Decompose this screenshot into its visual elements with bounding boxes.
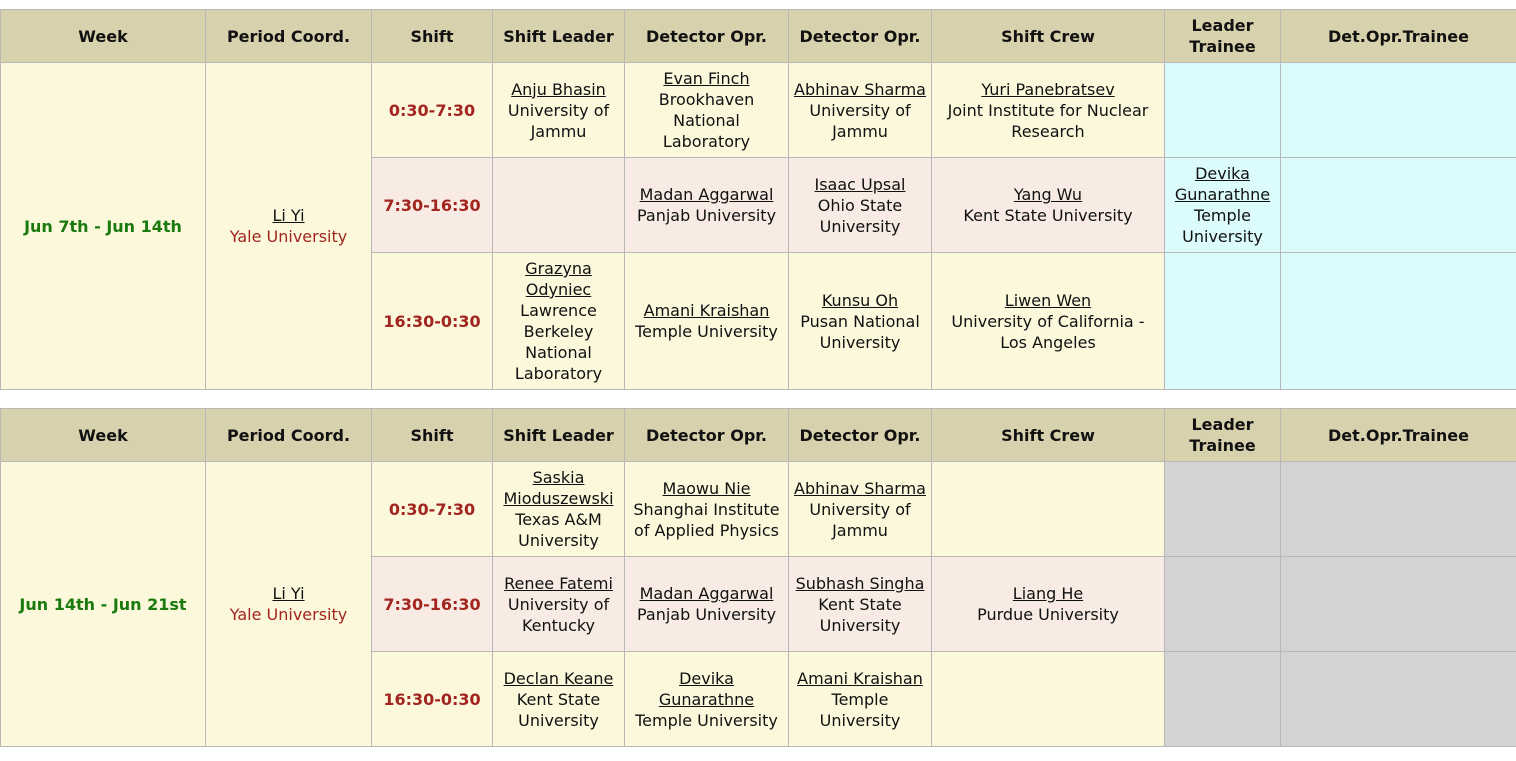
- person-link[interactable]: Maowu Nie: [662, 478, 751, 498]
- person-link[interactable]: Madan Aggarwal: [639, 185, 774, 204]
- institution: Panjab University: [636, 206, 777, 225]
- person-link[interactable]: Yuri Panebratsev: [981, 79, 1115, 99]
- institution: Temple University: [635, 710, 778, 730]
- person-link[interactable]: Liwen Wen: [1004, 290, 1092, 310]
- leader-trainee-cell: [1165, 253, 1281, 390]
- table-row: [1, 462, 1516, 557]
- person-link[interactable]: Madan Aggarwal: [639, 584, 774, 603]
- institution: Temple University: [819, 689, 901, 730]
- person-link[interactable]: Renee Fatemi: [504, 573, 613, 593]
- col-header-week: Week: [1, 10, 206, 63]
- institution: University of California - Los Angeles: [951, 311, 1145, 352]
- institution: University of Kentucky: [507, 594, 610, 635]
- col-header-detector-opr-1: Detector Opr.: [625, 409, 789, 462]
- leader-trainee-cell: [1165, 557, 1281, 652]
- institution: Ohio State University: [817, 195, 903, 236]
- det-opr-trainee-cell: [1281, 652, 1516, 747]
- col-header-det-opr-trainee: Det.Opr.Trainee: [1281, 409, 1516, 462]
- person-link[interactable]: Liang He: [1012, 584, 1084, 603]
- detector-opr-cell: [625, 462, 789, 557]
- institution: Texas A&M University: [515, 510, 602, 550]
- person-link[interactable]: Amani Kraishan: [797, 668, 923, 688]
- detector-opr-cell: [789, 462, 932, 557]
- person-link[interactable]: Subhash Singha: [795, 573, 925, 593]
- person-link[interactable]: Amani Kraishan: [643, 301, 770, 320]
- week-table-1: [0, 9, 1516, 390]
- shift-leader-cell: [493, 557, 625, 652]
- col-header-period-coord: Period Coord.: [206, 10, 372, 63]
- shift-time: 0:30-7:30: [372, 63, 493, 158]
- institution: Temple University: [1182, 206, 1263, 246]
- institution: Panjab University: [636, 605, 777, 624]
- institution: Purdue University: [977, 605, 1119, 624]
- institution: Pusan National University: [800, 311, 920, 352]
- institution: Kent State University: [516, 689, 601, 730]
- detector-opr-cell: [789, 557, 932, 652]
- detector-opr-cell: [789, 63, 932, 158]
- shift-crew-cell: [932, 158, 1165, 253]
- det-opr-trainee-cell: [1281, 253, 1516, 390]
- shift-leader-cell: [493, 63, 625, 158]
- person-link[interactable]: Kunsu Oh: [821, 290, 899, 310]
- col-header-shift-leader: Shift Leader: [493, 409, 625, 462]
- institution: Lawrence Berkeley National Laboratory: [514, 301, 603, 383]
- col-header-shift: Shift: [372, 10, 493, 63]
- detector-opr-cell: [789, 253, 932, 390]
- institution: Joint Institute for Nuclear Research: [947, 100, 1149, 141]
- det-opr-trainee-cell: [1281, 462, 1516, 557]
- col-header-leader-trainee: Leader Trainee: [1165, 10, 1281, 63]
- person-link[interactable]: Declan Keane: [503, 668, 614, 688]
- col-header-detector-opr-2: Detector Opr.: [789, 409, 932, 462]
- institution: Kent State University: [818, 594, 902, 635]
- shift-crew-cell: [932, 557, 1165, 652]
- shift-crew-cell: [932, 253, 1165, 390]
- detector-opr-cell: [625, 557, 789, 652]
- week-table-2: [0, 408, 1516, 747]
- institution: Temple University: [635, 322, 778, 341]
- shift-crew-cell: [932, 462, 1165, 557]
- col-header-det-opr-trainee: Det.Opr.Trainee: [1281, 10, 1516, 63]
- col-header-shift: Shift: [372, 409, 493, 462]
- shift-leader-cell: [493, 253, 625, 390]
- col-header-period-coord: Period Coord.: [206, 409, 372, 462]
- col-header-leader-trainee: Leader Trainee: [1165, 409, 1281, 462]
- col-header-shift-leader: Shift Leader: [493, 10, 625, 63]
- shift-time: 16:30-0:30: [372, 253, 493, 390]
- period-coordinator: [206, 462, 372, 747]
- table-row: [1, 63, 1516, 158]
- leader-trainee-cell: [1165, 63, 1281, 158]
- det-opr-trainee-cell: [1281, 158, 1516, 253]
- det-opr-trainee-cell: [1281, 557, 1516, 652]
- detector-opr-cell: [789, 158, 932, 253]
- institution: Yale University: [229, 605, 348, 624]
- leader-trainee-cell: [1165, 158, 1281, 253]
- institution: Yale University: [229, 227, 348, 246]
- institution: Shanghai Institute of Applied Physics: [633, 499, 780, 540]
- person-link[interactable]: Devika Gunarathne: [658, 668, 755, 709]
- detector-opr-cell: [625, 63, 789, 158]
- shift-leader-cell: [493, 158, 625, 253]
- institution: Kent State University: [963, 206, 1133, 225]
- shift-time: 0:30-7:30: [372, 462, 493, 557]
- col-header-week: Week: [1, 409, 206, 462]
- person-link[interactable]: Evan Finch: [663, 69, 750, 88]
- header-row: [1, 10, 1516, 63]
- shift-leader-cell: [493, 462, 625, 557]
- detector-opr-cell: [625, 652, 789, 747]
- shift-time: 7:30-16:30: [372, 557, 493, 652]
- detector-opr-cell: [789, 652, 932, 747]
- person-link[interactable]: Isaac Upsal: [814, 174, 906, 194]
- person-link[interactable]: Abhinav Sharma: [794, 478, 926, 498]
- col-header-shift-crew: Shift Crew: [932, 10, 1165, 63]
- det-opr-trainee-cell: [1281, 63, 1516, 158]
- shift-time: 7:30-16:30: [372, 158, 493, 253]
- shift-crew-cell: [932, 652, 1165, 747]
- person-link[interactable]: Grazyna Odyniec: [525, 259, 592, 299]
- institution: Brookhaven National Laboratory: [658, 90, 755, 151]
- person-link[interactable]: Anju Bhasin: [511, 79, 606, 99]
- shift-time: 16:30-0:30: [372, 652, 493, 747]
- person-link[interactable]: Devika Gunarathne: [1174, 164, 1271, 204]
- person-link[interactable]: Abhinav Sharma: [794, 79, 926, 99]
- person-link[interactable]: Saskia Mioduszewski: [503, 468, 614, 508]
- person-link[interactable]: Yang Wu: [1013, 185, 1083, 204]
- leader-trainee-cell: [1165, 652, 1281, 747]
- institution: University of Jammu: [809, 499, 911, 540]
- leader-trainee-cell: [1165, 462, 1281, 557]
- detector-opr-cell: [625, 253, 789, 390]
- person-link[interactable]: Li Yi: [272, 206, 305, 225]
- shift-leader-cell: [493, 652, 625, 747]
- shift-crew-cell: [932, 63, 1165, 158]
- person-link[interactable]: Li Yi: [272, 584, 305, 603]
- institution: University of Jammu: [507, 100, 610, 141]
- week-range: Jun 14th - Jun 21st: [1, 462, 206, 747]
- col-header-shift-crew: Shift Crew: [932, 409, 1165, 462]
- col-header-detector-opr-2: Detector Opr.: [789, 10, 932, 63]
- institution: University of Jammu: [809, 100, 911, 141]
- col-header-detector-opr-1: Detector Opr.: [625, 10, 789, 63]
- header-row: [1, 409, 1516, 462]
- detector-opr-cell: [625, 158, 789, 253]
- week-range: Jun 7th - Jun 14th: [1, 63, 206, 390]
- period-coordinator: [206, 63, 372, 390]
